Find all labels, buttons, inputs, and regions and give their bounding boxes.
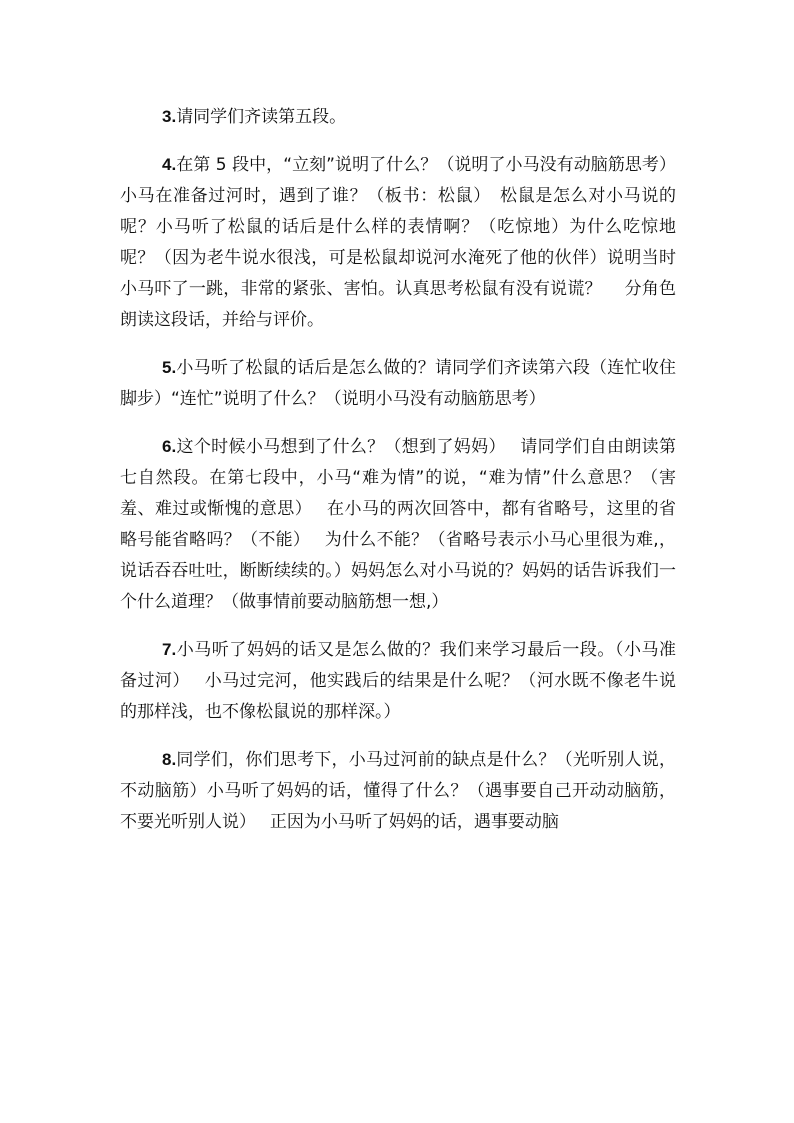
paragraph-8 xyxy=(120,744,676,838)
paragraph-number: 5. xyxy=(162,358,177,377)
paragraph-number: 3. xyxy=(162,107,177,126)
paragraph-6 xyxy=(120,431,676,618)
document-page xyxy=(120,101,676,854)
paragraph-text: 请同学们齐读第五段。 xyxy=(176,107,347,127)
paragraph-text: 小马听了松鼠的话后是怎么做的？请同学们齐读第六段（连忙收住脚步）“连忙”说明了什么？（说明小马没有动脑筋思考） xyxy=(120,358,676,409)
paragraph-7 xyxy=(120,634,676,728)
paragraph-number: 7. xyxy=(162,640,177,659)
paragraph-number: 8. xyxy=(162,750,177,769)
paragraph-text: 同学们，你们思考下，小马过河前的缺点是什么？（光听别人说，不动脑筋）小马听了妈妈的话，懂得了什么？（遇事要自己开动动脑筋，不要光听别人说） 正因为小马听了妈妈的话，遇事要动脑 xyxy=(120,750,676,832)
paragraph-number: 6. xyxy=(162,437,177,456)
paragraph-3 xyxy=(120,101,676,133)
paragraph-4 xyxy=(120,149,676,336)
paragraph-text: 小马听了妈妈的话又是怎么做的？我们来学习最后一段。（小马准备过河） 小马过完河，他实践后的结果是什么呢？（河水既不像老牛说的那样浅，也不像松鼠说的那样深。） xyxy=(120,640,676,722)
paragraph-text: 这个时候小马想到了什么？（想到了妈妈） 请同学们自由朗读第七自然段。在第七段中，小马“难为情”的说，“难为情”什么意思？（害羞、难过或惭愧的意思） 在小马的两次回答中，都有省略号，这里的省略号能省略吗？（不能） 为什么不能？（省略号表示小马心里很为难,，说话吞吞吐吐，断断续续的。）妈妈怎么对小马说的？妈妈的话告诉我们一个什么道理？（做事情前要动脑筋想一想,） xyxy=(120,437,676,612)
paragraph-5 xyxy=(120,352,676,415)
paragraph-text: 在第 5 段中，“立刻”说明了什么？（说明了小马没有动脑筋思考）小马在准备过河时，遇到了谁？（板书：松鼠） 松鼠是怎么对小马说的呢？小马听了松鼠的话后是什么样的表情啊？（吃惊地）为什么吃惊地呢？（因为老牛说水很浅，可是松鼠却说河水淹死了他的伙伴）说明当时小马吓了一跳，非常的紧张、害怕。认真思考松鼠有没有说谎？ 分角色朗读这段话，并给与评价。 xyxy=(120,155,676,330)
paragraph-number: 4. xyxy=(162,155,177,174)
